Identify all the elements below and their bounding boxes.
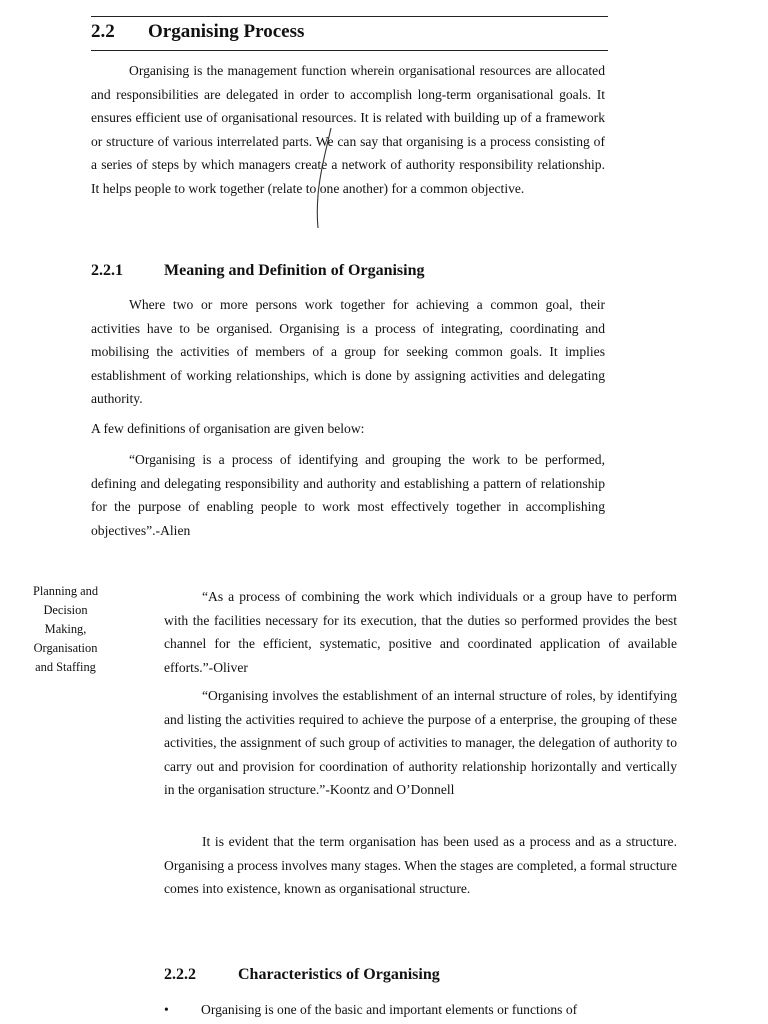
- sidebar-line: and Staffing: [35, 660, 96, 674]
- subsection-title: Characteristics of Organising: [238, 966, 440, 983]
- intro-paragraph: Organising is the management function wherein organisational resources are allocated and responsibilities are delegated in order to accomplish long-term organisational goals. It ensures efficient use of organisational resources. It is related with building up of a framework or structure of various interrelated parts. We can say that organising is a process consisting of a series of steps by which managers create a network of authority responsibility relationship. It helps people to work together (relate to one another) for a common objective.: [91, 63, 605, 196]
- bullet-text: Organising is one of the basic and important elements or functions of: [201, 1002, 578, 1017]
- section-title: Organising Process: [148, 21, 305, 42]
- margin-sidebar-label: [18, 582, 113, 677]
- section-heading: [91, 19, 608, 45]
- sidebar-line: Decision: [43, 603, 88, 617]
- header-rule-top: [91, 16, 608, 17]
- sidebar-line: Organisation: [33, 641, 98, 655]
- subsection-number: 2.2.1: [91, 262, 123, 279]
- sidebar-line: Making,: [44, 622, 87, 636]
- quote-oliver: “As a process of combining the work which individuals or a group have to perform with the facilities necessary for its execution, that the duties so performed provides the best channel for the efficient, systematic, positive and coordinated application of available efforts.”-Oliver: [164, 589, 677, 675]
- meaning-paragraph: Where two or more persons work together for achieving a common goal, their activities have to be organised. Organising is a process of integrating, coordinating and mobilising the activities of members of a group for seeking common goals. It implies establishment of working relationships, which is done by assigning activities and delegating authority.: [91, 297, 605, 407]
- subsection-heading-2-2-1: [91, 260, 424, 282]
- definitions-lead-in: A few definitions of organisation are given below:: [91, 421, 365, 436]
- quote-alien: “Organising is a process of identifying and grouping the work to be performed, defining and delegating responsibility and authority and establishing a pattern of relationship for the purpose of enabling people to work most effectively together in accomplishing objectives”.-Alien: [91, 452, 605, 538]
- subsection-number: 2.2.2: [164, 966, 196, 983]
- conclusion-paragraph: It is evident that the term organisation has been used as a process and as a structure. Organising a process involves many stages. When the stages are completed, a formal structure comes into existence, known as organisational structure.: [164, 834, 677, 897]
- header-rule-bottom: [91, 50, 608, 51]
- subsection-title: Meaning and Definition of Organising: [164, 262, 425, 279]
- section-number: 2.2: [91, 21, 115, 42]
- subsection-heading-2-2-2: [164, 964, 440, 986]
- bullet-marker: •: [164, 1002, 169, 1017]
- sidebar-line: Planning and: [32, 584, 99, 598]
- quote-koontz: “Organising involves the establishment of an internal structure of roles, by identifying and listing the activities required to achieve the purpose of a enterprise, the grouping of these activities, the assignment of such group of activities to manager, the delegation of authority to carry out and provision for coordination of authority relationship horizontally and vertically in the organisation structure.”-Koontz and O’Donnell: [164, 688, 677, 798]
